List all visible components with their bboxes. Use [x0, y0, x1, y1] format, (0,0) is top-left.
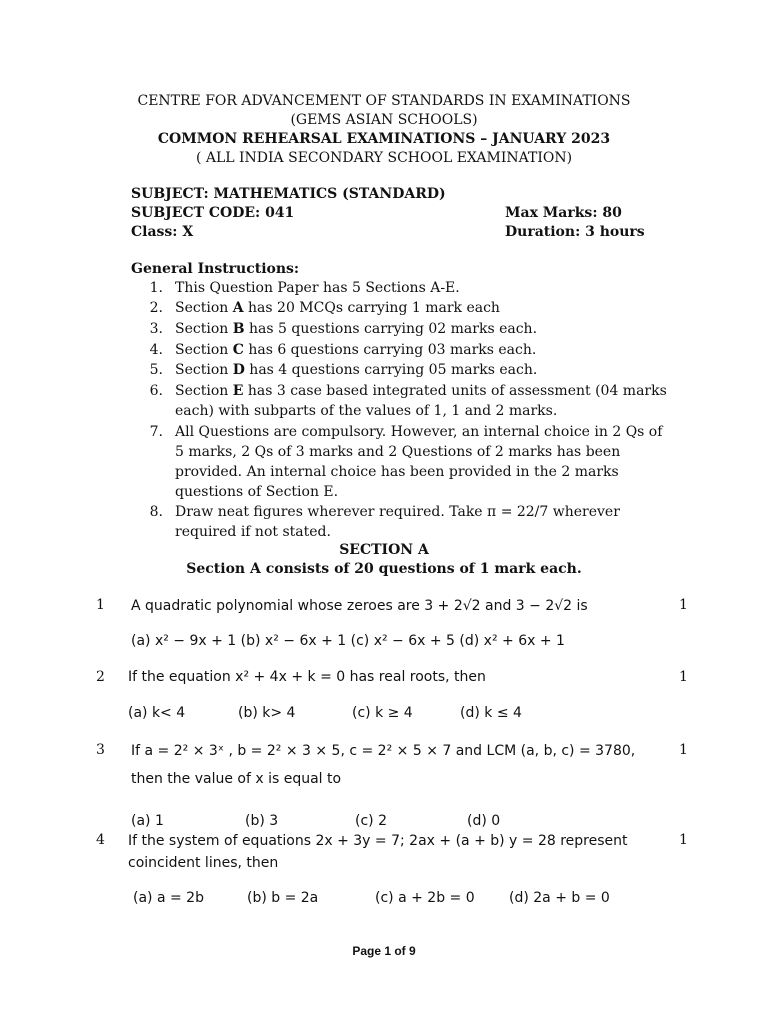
question-options: (a) x² − 9x + 1 (b) x² − 6x + 1 (c) x² − 6x + 5 (d) x² + 6x + 1	[131, 633, 565, 649]
question-number: 3	[96, 742, 105, 758]
instruction-number: 8.	[149, 504, 163, 520]
question-marks: 1	[679, 742, 688, 758]
question-marks: 1	[679, 669, 688, 685]
option-b: (b) k> 4	[238, 705, 296, 721]
option-c: (c) k ≥ 4	[352, 705, 413, 721]
question-text: If the equation x² + 4x + k = 0 has real roots, then	[128, 669, 486, 685]
option-a: (a) k< 4	[128, 705, 186, 721]
option-b: (b) 3	[245, 813, 279, 829]
instruction-text-cont: required if not stated.	[175, 524, 331, 540]
section-subtitle: Section A consists of 20 questions of 1 mark each.	[186, 561, 582, 577]
question-number: 1	[96, 597, 105, 613]
option-a: (a) a = 2b	[133, 890, 204, 906]
instruction-text: Section E has 3 case based integrated units of assessment (04 marks	[175, 383, 667, 399]
instruction-text-cont: questions of Section E.	[175, 484, 339, 500]
option-d: (d) 0	[467, 813, 501, 829]
instruction-text: Section C has 6 questions carrying 03 marks each.	[175, 342, 537, 358]
question-number: 4	[96, 832, 105, 848]
option-a: (a) 1	[131, 813, 164, 829]
instruction-text-cont: provided. An internal choice has been provided in the 2 marks	[175, 464, 619, 480]
instruction-number: 7.	[149, 424, 163, 440]
instruction-text: Section D has 4 questions carrying 05 marks each.	[175, 362, 538, 378]
instruction-number: 1.	[149, 280, 163, 296]
instruction-text-cont: 5 marks, 2 Qs of 3 marks and 2 Questions of 2 marks has been	[175, 444, 621, 460]
question-text-cont: then the value of x is equal to	[131, 771, 342, 787]
instruction-text-cont: each) with subparts of the values of 1, 1 and 2 marks.	[175, 403, 558, 419]
header-exam-type: ( ALL INDIA SECONDARY SCHOOL EXAMINATION)	[195, 150, 573, 166]
option-c: (c) 2	[355, 813, 387, 829]
subject-code: SUBJECT CODE: 041	[131, 205, 295, 221]
page-number: Page 1 of 9	[352, 944, 416, 958]
question-text-cont: coincident lines, then	[128, 855, 279, 871]
option-b: (b) b = 2a	[247, 890, 319, 906]
instruction-number: 6.	[149, 383, 163, 399]
header-board: CENTRE FOR ADVANCEMENT OF STANDARDS IN EXAMINATIONS	[137, 93, 631, 109]
instruction-text: All Questions are compulsory. However, an internal choice in 2 Qs of	[175, 424, 663, 440]
instruction-text: Draw neat figures wherever required. Take π = 22/7 wherever	[175, 504, 620, 520]
duration: Duration: 3 hours	[505, 224, 645, 240]
instruction-number: 3.	[149, 321, 163, 337]
instructions-heading: General Instructions:	[131, 261, 300, 277]
question-marks: 1	[679, 597, 688, 613]
question-text: If a = 2² × 3ˣ , b = 2² × 3 × 5, c = 2² × 5 × 7 and LCM (a, b, c) = 3780,	[131, 743, 636, 759]
instruction-text: Section B has 5 questions carrying 02 marks each.	[175, 321, 538, 337]
instruction-text: This Question Paper has 5 Sections A-E.	[175, 280, 460, 296]
instruction-text: Section A has 20 MCQs carrying 1 mark each	[175, 300, 500, 316]
question-marks: 1	[679, 832, 688, 848]
max-marks: Max Marks: 80	[505, 205, 622, 221]
class-label: Class: X	[131, 224, 194, 240]
option-d: (d) 2a + b = 0	[509, 890, 610, 906]
question-text: If the system of equations 2x + 3y = 7; 2ax + (a + b) y = 28 represent	[128, 833, 628, 849]
header-school: (GEMS ASIAN SCHOOLS)	[290, 112, 478, 128]
instruction-number: 2.	[149, 300, 163, 316]
instruction-number: 5.	[149, 362, 163, 378]
question-number: 2	[96, 669, 105, 685]
question-text: A quadratic polynomial whose zeroes are 3 + 2√2 and 3 − 2√2 is	[131, 598, 588, 614]
option-c: (c) a + 2b = 0	[375, 890, 475, 906]
instruction-number: 4.	[149, 342, 163, 358]
subject-name: SUBJECT: MATHEMATICS (STANDARD)	[131, 186, 446, 202]
option-d: (d) k ≤ 4	[460, 705, 522, 721]
header-exam: COMMON REHEARSAL EXAMINATIONS – JANUARY 2023	[157, 131, 611, 147]
section-title: SECTION A	[339, 542, 429, 558]
